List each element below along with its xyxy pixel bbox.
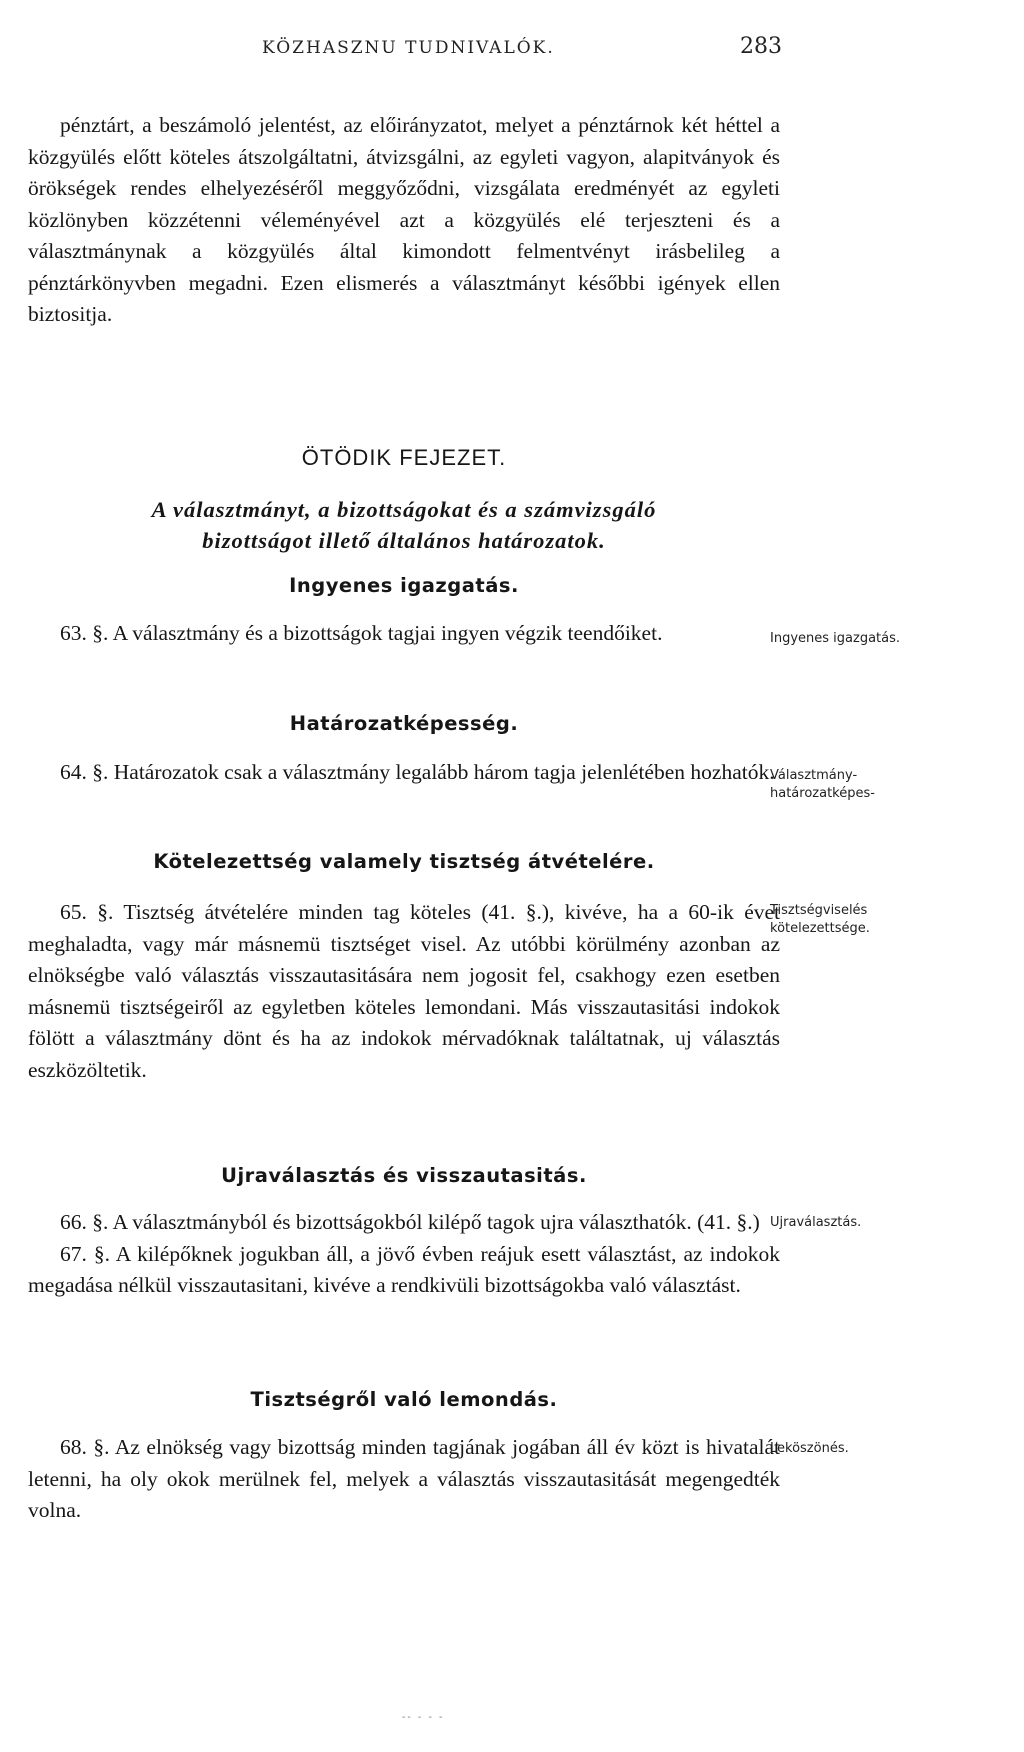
opening-paragraph: pénztárt, a beszámoló jelentést, az előirányzatot, melyet a pénztárnok két héttel a közgyülés előtt köteles átszolgáltatni, átvizsgálni, az egyleti vagyon, alapitványok és örökségek rendes elhelyezéséről meggyőződni, vizsgálata eredményét az egyleti közlönyben közzétenni véleményével azt a közgyülés elé terjeszteni és a választmánynak a közgyülés által kimondott felmentvényt irásbelileg a pénztárkönyvben megadni. Ezen elismerés a választmányt későbbi igények ellen biztositja. — [28, 113, 780, 326]
section-64-block — [28, 757, 780, 789]
section-heading-obligation: Kötelezettség valamely tisztség átvételére. — [153, 850, 655, 873]
margin-note-resignation: Leköszönés. — [770, 1441, 849, 1456]
margin-note-quorum: Választmány-határozatképes- — [770, 768, 875, 801]
paragraph-64: 64. §. Határozatok csak a választmány legalább három tagja jelenlétében hozhatók. — [60, 760, 775, 784]
chapter-subtitle — [28, 494, 780, 556]
section-65-block — [28, 897, 780, 1086]
chapter-subtitle-line-1: A választmányt, a bizottságokat és a számvizsgáló — [151, 497, 657, 522]
margin-note-reelection: Ujraválasztás. — [770, 1215, 862, 1230]
running-title: KÖZHASZNU TUDNIVALÓK. — [262, 38, 555, 58]
paragraph-68: 68. §. Az elnökség vagy bizottság minden tagjának jogában áll év közt is hivatalát letenni, ha oly okok merülnek fel, melyek a választás visszautasitását megengedték volna. — [28, 1435, 780, 1522]
opening-paragraph-block — [28, 110, 780, 331]
chapter-subtitle-line-2: bizottságot illető általános határozatok. — [202, 528, 606, 553]
paragraph-66: 66. §. A választmányból és bizottságokból kilépő tagok ujra választhatók. (41. §.) — [60, 1210, 760, 1234]
paragraph-65: 65. §. Tisztség átvételére minden tag köteles (41. §.), kivéve, ha a 60-ik évet meghaladta, vagy már másnemü tisztséget visel. Az utóbbi körülmény azonban az elnökségbe való választás visszautasitására nem jogosit fel, csakhogy ezen esetben másnemü tisztségeiről az egyletben köteles lemondani. Más visszautasitási indokok fölött a választmány dönt és ha az indokok mérvadóknak találtatnak, uj választás eszközöltetik. — [28, 900, 780, 1082]
section-heading-reelection: Ujraválasztás és visszautasitás. — [221, 1164, 587, 1187]
margin-note-free-administration: Ingyenes igazgatás. — [770, 631, 900, 646]
section-heading-quorum: Határozatképesség. — [289, 712, 519, 735]
section-63-block — [28, 618, 780, 650]
margin-note-obligation: Tisztségviselés kötelezettsége. — [770, 903, 870, 936]
page-header — [262, 34, 782, 59]
section-heading-resignation: Tisztségről való lemondás. — [250, 1388, 558, 1411]
paragraph-63: 63. §. A választmány és a bizottságok tagjai ingyen végzik teendőiket. — [60, 621, 663, 645]
section-68-block — [28, 1432, 780, 1527]
paragraph-67: 67. §. A kilépőknek jogukban áll, a jövő évben reájuk esett választást, az indokok megadása nélkül visszautasitani, kivéve a rendkivüli bizottságokba való választást. — [28, 1241, 780, 1297]
section-66-67-block — [28, 1207, 780, 1302]
page-number: 283 — [740, 34, 782, 59]
footer-mark: -- - - - — [402, 1712, 445, 1723]
section-heading-free-administration: Ingyenes igazgatás. — [289, 574, 519, 597]
chapter-title: ÖTÖDIK FEJEZET. — [301, 445, 507, 470]
